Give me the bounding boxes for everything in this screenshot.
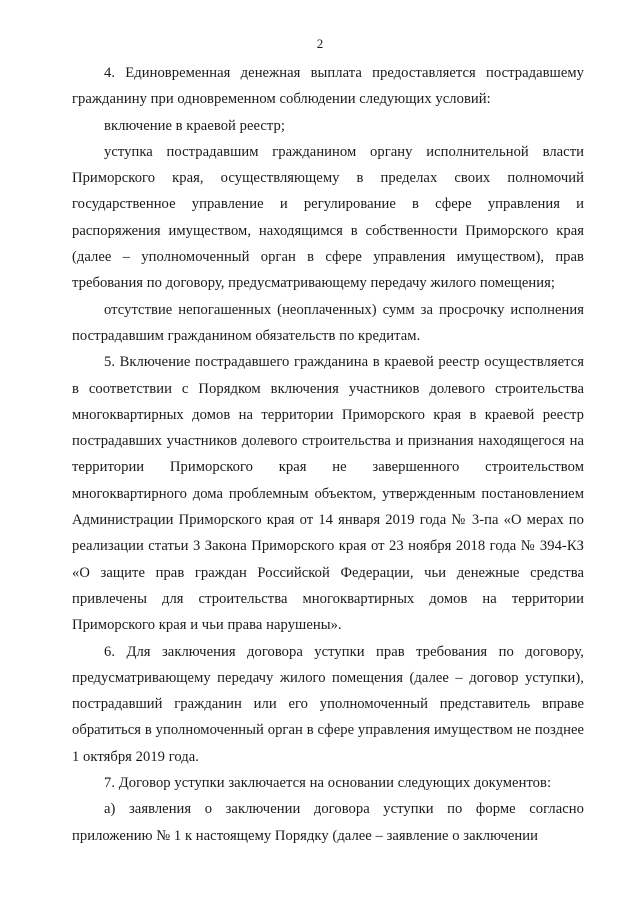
paragraph-condition-assignment: уступка пострадавшим гражданином органу исполнительной власти Приморского края, осуществляющему в пределах своих полномочий государственное управление и регулирование в сфере управления и распоряжения имуществом, находящимся в собственности Приморского края (далее – уполномоченный орган в сфере управления имуществом), прав требования по договору, предусматривающему передачу жилого помещения; [72,143,584,292]
paragraph-7: 7. Договор уступки заключается на основании следующих документов: [104,775,552,792]
paragraph-condition-registry: включение в краевой реестр; [104,117,285,134]
paragraph-4-intro: 4. Единовременная денежная выплата предоставляется пострадавшему гражданину при одновременном соблюдении следующих условий: [72,65,584,108]
paragraph-7a: а) заявления о заключении договора уступки по форме согласно приложению № 1 к настоящему Порядку (далее – заявление о заключении [72,801,584,844]
paragraph-5: 5. Включение пострадавшего гражданина в краевой реестр осуществляется в соответствии с Порядком включения участников долевого строительства многоквартирных домов на территории Приморского края в краевой реестр пострадавших участников долевого строительства и признания находящегося на территории Приморского края не завершенного строительством многоквартирного дома проблемным объектом, утвержденным постановлением Администрации Приморского края от 14 января 2019 года № 3-па «О мерах по реализации статьи 3 Закона Приморского края от 23 ноября 2018 года № 394-КЗ «О защите прав граждан Российской Федерации, чьи денежные средства привлечены для строительства многоквартирных домов на территории Приморского края и чьи права нарушены». [72,354,584,634]
page-number: 2 [316,36,324,51]
paragraph-6: 6. Для заключения договора уступки прав требования по договору, предусматривающему передачу жилого помещения (далее – договор уступки), пострадавший гражданин или его уполномоченный представитель вправе обратиться в уполномоченный орган в сфере управления имуществом не позднее 1 октября 2019 года. [72,643,584,765]
paragraph-condition-no-debt: отсутствие непогашенных (неоплаченных) сумм за просрочку исполнения пострадавшим гражданином обязательств по кредитам. [72,301,584,344]
document-body [72,60,584,849]
